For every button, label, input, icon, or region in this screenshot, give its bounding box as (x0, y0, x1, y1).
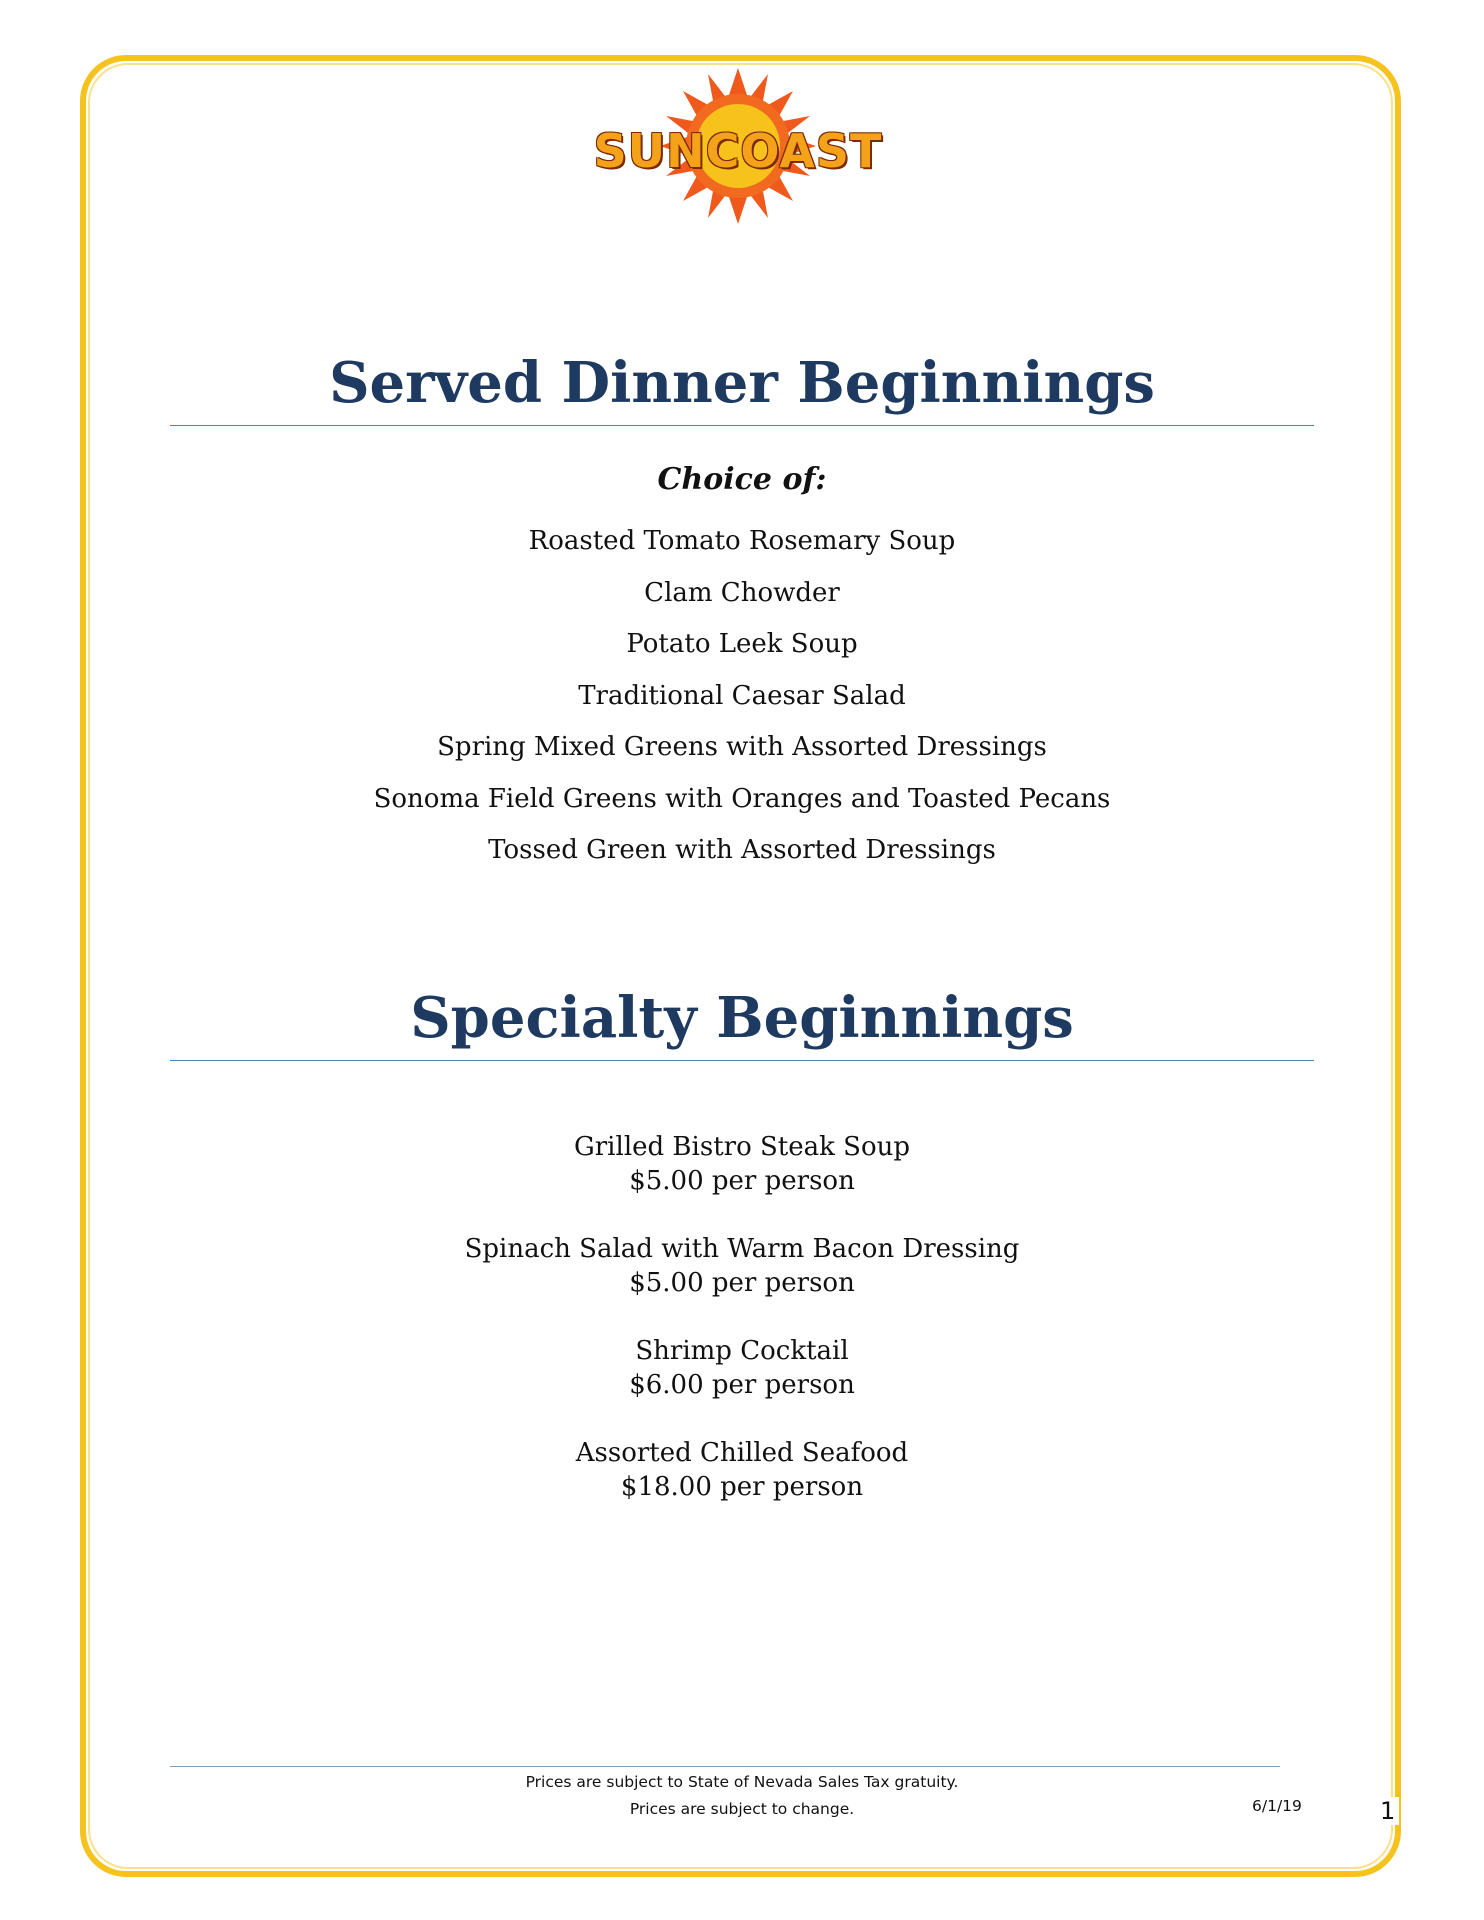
specialty-title: Specialty Beginnings (410, 985, 1074, 1051)
page-border-inner (88, 63, 1393, 1869)
title-rule (170, 1060, 1314, 1061)
specialty-item (170, 1334, 1314, 1402)
choice-of-label: Choice of: (657, 462, 827, 497)
logo-wordmark: SUNCOAST (593, 124, 883, 178)
item-name: Assorted Chilled Seafood (575, 1438, 909, 1468)
item-name: Grilled Bistro Steak Soup (573, 1132, 911, 1162)
item-name: Spinach Salad with Warm Bacon Dressing (464, 1234, 1020, 1264)
list-item: Potato Leek Soup (626, 629, 858, 659)
specialty-item (170, 1232, 1314, 1300)
list-item: Roasted Tomato Rosemary Soup (528, 526, 956, 556)
footer-date: 6/1/19 (1252, 1797, 1302, 1815)
footer-change-note: Prices are subject to change. (629, 1800, 855, 1818)
item-price: $18.00 per person (620, 1472, 864, 1502)
list-item: Sonoma Field Greens with Oranges and Toasted Pecans (373, 783, 1111, 814)
choice-list (170, 520, 1314, 881)
list-item: Clam Chowder (644, 577, 840, 608)
item-price: $5.00 per person (629, 1268, 855, 1298)
served-dinner-title: Served Dinner Beginnings (329, 350, 1155, 416)
list-item: Spring Mixed Greens with Assorted Dressings (437, 732, 1047, 762)
suncoast-logo (586, 66, 890, 226)
footer-rule (170, 1766, 1280, 1767)
specialty-item (170, 1436, 1314, 1504)
page-number: 1 (1376, 1797, 1399, 1825)
list-item: Tossed Green with Assorted Dressings (488, 835, 996, 865)
footer-tax-note: Prices are subject to State of Nevada Sales Tax gratuity. (525, 1773, 959, 1791)
specialty-list (170, 1130, 1314, 1538)
specialty-item (170, 1130, 1314, 1198)
title-rule (170, 425, 1314, 426)
item-price: $5.00 per person (629, 1166, 855, 1196)
list-item: Traditional Caesar Salad (578, 680, 906, 711)
item-name: Shrimp Cocktail (635, 1336, 849, 1366)
item-price: $6.00 per person (629, 1370, 855, 1400)
